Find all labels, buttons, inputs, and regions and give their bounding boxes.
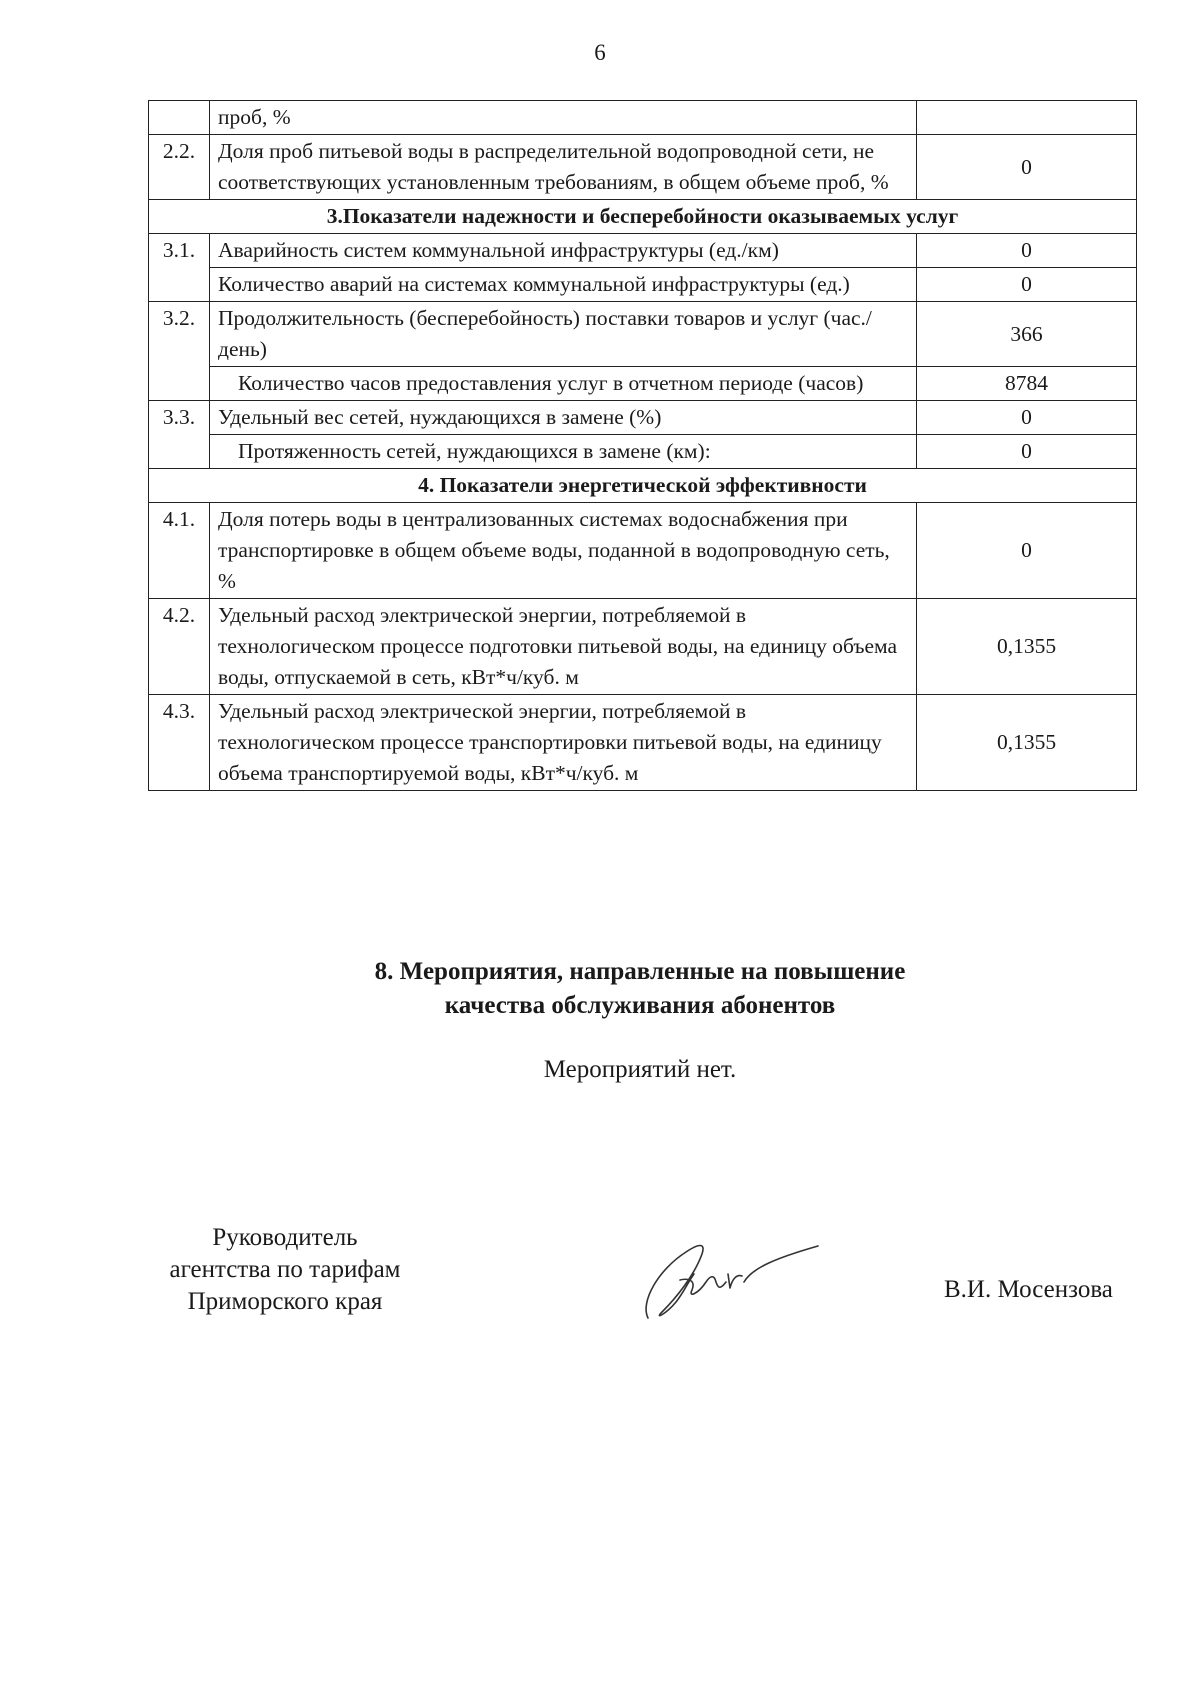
section-header-row [149,469,1137,503]
indicator-description: Удельный вес сетей, нуждающихся в замене (%) [210,401,917,435]
section-8-title-line-2: качества обслуживания абонентов [444,992,836,1019]
indicator-description: Аварийность систем коммунальной инфраструктуры (ед./км) [210,234,917,268]
section-header-row [149,200,1137,234]
table-row [149,695,1137,791]
table-row [149,599,1137,695]
section-title: 4. Показатели энергетической эффективности [149,469,1137,503]
table-row [149,435,1137,469]
indicators-table-body [149,101,1137,791]
indicator-value: 0 [917,435,1137,469]
row-number: 4.1. [149,503,210,599]
section-8-body: Мероприятий нет. [543,1056,737,1083]
indicator-value: 0 [917,234,1137,268]
row-number: 4.3. [149,695,210,791]
indicator-description: проб, % [210,101,917,135]
indicator-value: 0 [917,401,1137,435]
indicator-value: 8784 [917,367,1137,401]
table-row [149,135,1137,200]
indicator-value: 0,1355 [917,599,1137,695]
indicator-description: Доля проб питьевой воды в распределительной водопроводной сети, не соответствующих установленным требованиям, в общем объеме проб, % [210,135,917,200]
table-row [149,367,1137,401]
row-number [149,101,210,135]
indicator-value: 0 [917,268,1137,302]
indicator-description: Доля потерь воды в централизованных системах водоснабжения при транспортировке в общем объеме воды, поданной в водопроводную сеть, % [210,503,917,599]
indicator-description: Количество аварий на системах коммунальной инфраструктуры (ед.) [210,268,917,302]
section-8-heading [0,955,1200,1023]
handwritten-signature [636,1232,826,1324]
section-8-title-line-1: 8. Мероприятия, направленные на повышение [374,958,906,985]
indicators-table [148,100,1137,791]
row-number: 2.2. [149,135,210,200]
indicator-value: 0 [917,135,1137,200]
table-row [149,268,1137,302]
indicator-value: 0,1355 [917,695,1137,791]
indicator-description: Удельный расход электрической энергии, потребляемой в технологическом процессе подготовки питьевой воды, на единицу объема воды, отпускаемой в сеть, кВт*ч/куб. м [210,599,917,695]
signer-name: В.И. Мосензова [944,1276,1113,1303]
row-number: 3.1. [149,234,210,302]
indicator-description: Продолжительность (бесперебойность) поставки товаров и услуг (час./день) [210,302,917,367]
indicator-value: 366 [917,302,1137,367]
indicator-value [917,101,1137,135]
indicator-value: 0 [917,503,1137,599]
indicator-description: Удельный расход электрической энергии, потребляемой в технологическом процессе транспортировки питьевой воды, на единицу объема транспортируемой воды, кВт*ч/куб. м [210,695,917,791]
row-number: 3.3. [149,401,210,469]
row-number: 4.2. [149,599,210,695]
row-number: 3.2. [149,302,210,401]
signer-position-line-2: агентства по тарифам [169,1256,401,1283]
page-number: 6 [594,40,606,65]
section-title: 3.Показатели надежности и бесперебойности оказываемых услуг [149,200,1137,234]
table-row [149,401,1137,435]
indicator-description: Количество часов предоставления услуг в отчетном периоде (часов) [210,367,917,401]
table-row [149,302,1137,367]
indicator-description: Протяженность сетей, нуждающихся в замене (км): [210,435,917,469]
signer-position-line-3: Приморского края [187,1288,383,1315]
table-row [149,101,1137,135]
signer-position [140,1222,430,1318]
table-row [149,503,1137,599]
signer-position-line-1: Руководитель [212,1224,358,1251]
table-row [149,234,1137,268]
